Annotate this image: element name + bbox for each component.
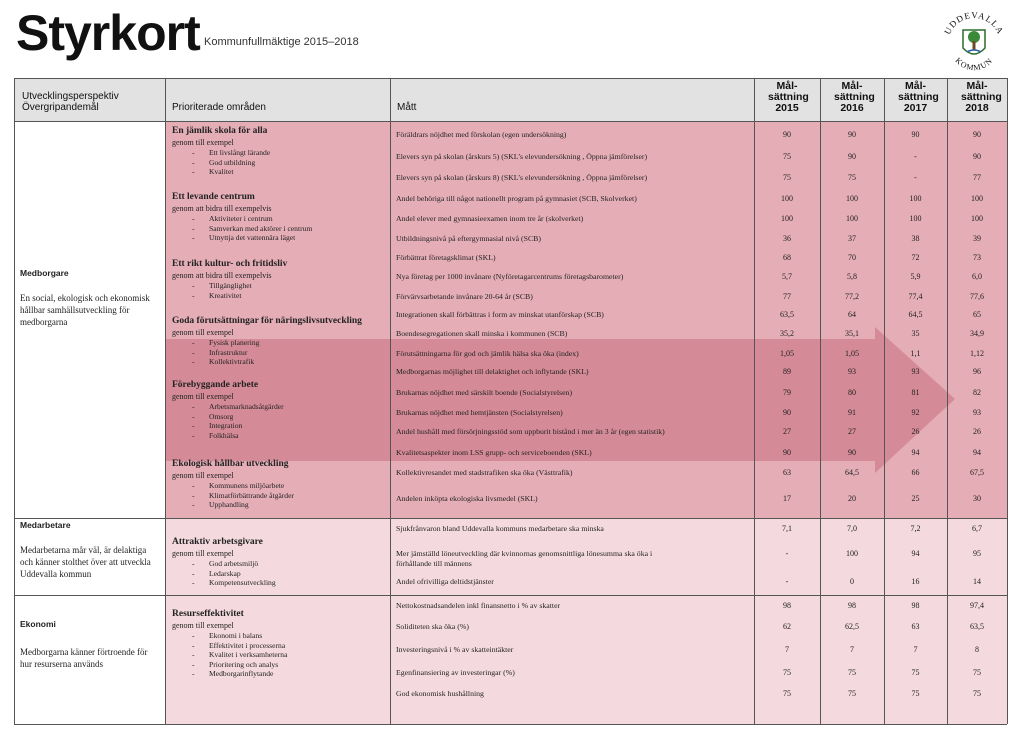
- target-2016-row-26: 75: [848, 689, 856, 698]
- target-2015-row-15: 27: [783, 427, 791, 436]
- target-2018-row-10: 34,9: [970, 329, 984, 338]
- area-4-item: Folkhälsa: [209, 430, 239, 440]
- measure-15: Andel hushåll med försörjningsstöd som uppburit bistånd i mer än 3 år (egen statistik): [396, 427, 665, 436]
- target-2016-row-14: 91: [848, 408, 856, 417]
- target-2017-row-9: 64,5: [908, 310, 923, 319]
- grid-vline: [14, 78, 15, 724]
- area-2-sub: genom att bidra till exempelvis: [172, 271, 272, 280]
- target-2015-row-20: -: [785, 549, 789, 558]
- target-2018-row-14: 93: [973, 408, 981, 417]
- header-y2017-label: Mål-sättning 2017: [898, 80, 939, 114]
- header-areas: [165, 78, 390, 121]
- grid-vline: [390, 78, 391, 724]
- area-3-bullet: -: [192, 338, 195, 347]
- area-6-item: Kompetensutveckling: [209, 578, 276, 588]
- target-2018-row-26: 75: [973, 689, 981, 698]
- target-2015-row-7: 5,7: [782, 272, 792, 281]
- target-2016-row-11: 1,05: [845, 349, 859, 358]
- target-2018-row-20: 95: [973, 549, 981, 558]
- styrkort-table: [14, 78, 1007, 724]
- area-5-item: Klimatförbättrande åtgärder: [209, 490, 294, 500]
- target-2018-row-23: 63,5: [970, 622, 984, 631]
- target-2017-row-11: 1,1: [910, 349, 921, 358]
- target-2015-row-16: 90: [783, 448, 791, 457]
- header-areas-label: Prioriterade områden: [172, 102, 266, 113]
- area-1-bullet: -: [192, 233, 195, 243]
- measure-1: Elevers syn på skolan (årskurs 5) (SKL’s elevundersökning , Öppna jämförelser): [396, 152, 648, 161]
- section-1-name: Medarbetare: [20, 520, 71, 530]
- target-2015-row-23: 62: [783, 622, 791, 631]
- target-2016-row-24: 7: [850, 645, 854, 654]
- grid-hline: [14, 121, 1007, 122]
- target-2017-row-26: 75: [911, 689, 920, 698]
- target-2018-row-11: 1,12: [970, 349, 984, 358]
- target-2018-row-12: 96: [973, 367, 981, 376]
- target-2017-row-2: -: [914, 173, 917, 182]
- area-4-bullet: -: [192, 421, 195, 431]
- target-2017-row-10: 35: [911, 329, 920, 338]
- measure-9: Integrationen skall förbättras i form av minskat utanförskap (SCB): [396, 310, 604, 319]
- target-2015-row-5: 36: [783, 234, 791, 243]
- area-1-item: Aktiviteter i centrum: [209, 214, 273, 223]
- target-2018-row-22: 97,4: [970, 601, 984, 610]
- target-2017-row-25: 75: [911, 668, 920, 677]
- svg-text:KOMMUN: KOMMUN: [953, 55, 995, 73]
- area-7-item: Prioritering och analys: [209, 659, 279, 669]
- section-0-name: Medborgare: [20, 268, 69, 278]
- section-2-desc: Medborgarna känner förtroende för hur resurserna används: [20, 647, 148, 669]
- area-6-bullet: -: [192, 559, 195, 568]
- measure-25: Egenfinansiering av investeringar (%): [396, 668, 515, 677]
- target-2017-row-13: 81: [911, 388, 920, 397]
- target-2018-row-13: 82: [973, 388, 981, 397]
- target-2015-row-17: 63: [783, 468, 791, 477]
- target-2018-row-25: 75: [973, 668, 981, 677]
- target-2016-row-5: 37: [848, 234, 856, 243]
- target-2015-row-3: 100: [781, 194, 793, 203]
- target-2016-row-10: 35,1: [845, 329, 859, 338]
- area-7-item: Ekonomi i balans: [209, 631, 263, 640]
- area-5-bullet: -: [192, 481, 195, 490]
- area-7-item: Effektivitet i processerna: [209, 640, 286, 650]
- grid-vline: [165, 78, 166, 724]
- target-2015-row-4: 100: [781, 214, 793, 223]
- area-7-bullet: -: [192, 631, 195, 640]
- measure-0: Föräldrars nöjdhet med förskolan (egen undersökning): [396, 130, 567, 139]
- target-2016-row-16: 90: [848, 448, 856, 457]
- target-2015-row-0: 90: [783, 130, 791, 139]
- area-4-item: Integration: [209, 421, 243, 431]
- measure-19: Sjukfrånvaron bland Uddevalla kommuns medarbetare ska minska: [396, 524, 604, 533]
- target-2018-row-0: 90: [973, 130, 981, 139]
- grid-hline: [14, 518, 1007, 519]
- area-2-title: Ett rikt kultur- och fritidsliv: [172, 259, 288, 269]
- target-2017-row-15: 26: [911, 427, 920, 436]
- target-2018-row-5: 39: [973, 234, 981, 243]
- uddevalla-logo: [938, 6, 1010, 78]
- measure-21: Andel ofrivilliga deltidstjänster: [396, 577, 494, 586]
- target-2016-row-17: 64,5: [845, 468, 859, 477]
- page-subtitle: Kommunfullmäktige 2015–2018: [204, 36, 359, 48]
- target-2016-row-8: 77,2: [845, 292, 859, 301]
- target-2015-row-6: 68: [783, 253, 791, 262]
- target-2017-row-4: 100: [909, 214, 922, 223]
- area-7-bullet: -: [192, 659, 195, 669]
- header-y2016: [820, 78, 884, 121]
- area-3-bullet: -: [192, 347, 195, 357]
- measure-11: Förutsättningarna för god och jämlik hälsa ska öka (index): [396, 349, 579, 358]
- target-2017-row-16: 94: [911, 448, 920, 457]
- target-2015-row-21: -: [785, 577, 789, 586]
- measure-17: Kollektivresandet med stadstrafiken ska öka (Västtrafik): [396, 468, 573, 477]
- area-6-title: Attraktiv arbetsgivare: [172, 537, 263, 547]
- measure-14: Brukarnas nöjdhet med hemtjänsten (Socialstyrelsen): [396, 408, 563, 417]
- target-2016-row-25: 75: [848, 668, 856, 677]
- target-2016-row-13: 80: [848, 388, 856, 397]
- area-1-bullet: -: [192, 223, 195, 233]
- target-2016-row-0: 90: [848, 130, 856, 139]
- header-y2016-label: Mål-sättning 2016: [834, 80, 875, 114]
- area-4-bullet: -: [192, 430, 195, 440]
- target-2016-row-20: 100: [846, 549, 858, 558]
- area-5-title: Ekologisk hållbar utveckling: [172, 459, 289, 469]
- target-2017-row-21: 16: [911, 577, 920, 586]
- grid-hline: [14, 724, 1007, 725]
- area-7-bullet: -: [192, 640, 195, 650]
- target-2018-row-4: 100: [971, 214, 983, 223]
- area-0-bullet: -: [192, 157, 195, 167]
- target-2016-row-7: 5,8: [847, 272, 857, 281]
- header-y2017: [884, 78, 947, 121]
- target-2017-row-19: 7,2: [910, 524, 921, 533]
- target-2015-row-1: 75: [783, 152, 791, 161]
- target-2016-row-22: 98: [848, 601, 856, 610]
- measure-20-cont: förhållande till männens: [396, 559, 472, 568]
- area-6-item: God arbetsmiljö: [209, 559, 259, 568]
- area-4-sub: genom till exempel: [172, 392, 234, 401]
- target-2016-row-18: 20: [848, 494, 856, 503]
- target-2016-row-15: 27: [848, 427, 856, 436]
- grid-hline: [14, 595, 1007, 596]
- target-2015-row-10: 35,2: [780, 329, 794, 338]
- target-2016-row-19: 7,0: [847, 524, 857, 533]
- measure-18: Andelen inköpta ekologiska livsmedel (SKL): [396, 494, 538, 503]
- page-title: Styrkort: [16, 5, 200, 61]
- header-perspective: [14, 78, 165, 121]
- area-6-sub: genom till exempel: [172, 549, 234, 558]
- area-7-sub: genom till exempel: [172, 621, 234, 630]
- target-2015-row-24: 7: [785, 645, 789, 654]
- target-2016-row-6: 70: [848, 253, 856, 262]
- target-2016-row-23: 62,5: [845, 622, 859, 631]
- measure-23: Soliditeten ska öka (%): [396, 622, 469, 631]
- measure-20: Mer jämställd löneutveckling där kvinnornas genomsnittliga lönesumma ska öka i: [396, 549, 653, 558]
- target-2015-row-26: 75: [783, 689, 791, 698]
- area-7-item: Medborgarinflytande: [209, 669, 274, 679]
- header-y2015-label: Mål-sättning 2015: [768, 80, 809, 114]
- target-2018-row-1: 90: [973, 152, 981, 161]
- target-2017-row-22: 98: [911, 601, 920, 610]
- target-2017-row-8: 77,4: [908, 292, 923, 301]
- area-2-bullet: -: [192, 290, 195, 300]
- area-2-item: Tillgänglighet: [209, 281, 252, 290]
- area-6-bullet: -: [192, 578, 195, 588]
- area-1-item: Samverkan med aktörer i centrum: [209, 223, 313, 233]
- target-2016-row-12: 93: [848, 367, 856, 376]
- area-5-bullet: -: [192, 490, 195, 500]
- target-2017-row-18: 25: [911, 494, 920, 503]
- measure-22: Nettokostnadsandelen inkl finansnetto i % av skatter: [396, 601, 561, 610]
- target-2018-row-3: 100: [971, 194, 983, 203]
- target-2015-row-11: 1,05: [780, 349, 794, 358]
- measure-26: God ekonomisk hushållning: [396, 689, 484, 698]
- target-2017-row-7: 5,9: [910, 272, 921, 281]
- measure-7: Nya företag per 1000 invånare (Nyföretagarcentrums företagsbarometer): [396, 272, 624, 281]
- target-2018-row-8: 77,6: [970, 292, 984, 301]
- measure-12: Medborgarnas möjlighet till delaktighet och inflytande (SKL): [396, 367, 589, 376]
- measure-5: Utbildningsnivå på eftergymnasial nivå (SCB): [396, 234, 541, 243]
- target-2017-row-6: 72: [911, 253, 920, 262]
- target-2018-row-15: 26: [973, 427, 981, 436]
- target-2018-row-17: 67,5: [970, 468, 984, 477]
- target-2016-row-3: 100: [846, 194, 858, 203]
- area-1-title: Ett levande centrum: [172, 192, 255, 202]
- area-7-item: Kvalitet i verksamheterna: [209, 650, 288, 660]
- target-2015-row-25: 75: [783, 668, 791, 677]
- section-1-desc: Medarbetarna mår väl, är delaktiga och känner stolthet över att utveckla Uddevalla kommun: [20, 545, 151, 579]
- area-0-item: God utbildning: [209, 157, 256, 167]
- target-2015-row-13: 79: [783, 388, 791, 397]
- header-y2018: [947, 78, 1007, 121]
- area-5-item: Kommunens miljöarbete: [209, 481, 285, 490]
- measure-8: Förvärvsarbetande invånare 20-64 år (SCB): [396, 292, 533, 301]
- target-2015-row-9: 63,5: [780, 310, 794, 319]
- header-measure: [390, 78, 754, 121]
- target-2015-row-12: 89: [783, 367, 791, 376]
- area-4-title: Förebyggande arbete: [172, 380, 259, 390]
- target-2017-row-23: 63: [911, 622, 920, 631]
- target-2017-row-14: 92: [911, 408, 920, 417]
- target-2018-row-24: 8: [975, 645, 979, 654]
- measure-6: Förbättrat företagsklimat (SKL): [396, 253, 496, 262]
- area-3-title: Goda förutsättningar för näringslivsutveckling: [172, 316, 362, 326]
- target-2017-row-1: -: [914, 152, 917, 161]
- section-2-content-bg: [165, 595, 1007, 724]
- target-2017-row-3: 100: [909, 194, 922, 203]
- area-3-item: Kollektivtrafik: [209, 357, 255, 367]
- area-5-item: Upphandling: [209, 500, 249, 510]
- target-2016-row-4: 100: [846, 214, 858, 223]
- header-perspective-label: Utvecklingsperspektiv Övergripandemål: [22, 91, 119, 113]
- area-7-bullet: -: [192, 669, 195, 679]
- measure-10: Boendesegregationen skall minska i kommunen (SCB): [396, 329, 568, 338]
- area-3-item: Fysisk planering: [209, 338, 260, 347]
- target-2017-row-0: 90: [911, 130, 920, 139]
- area-2-bullet: -: [192, 281, 195, 290]
- target-2018-row-18: 30: [973, 494, 981, 503]
- target-2015-row-19: 7,1: [782, 524, 792, 533]
- target-2015-row-8: 77: [783, 292, 791, 301]
- target-2016-row-2: 75: [848, 173, 856, 182]
- measure-4: Andel elever med gymnasieexamen inom tre år (skolverket): [396, 214, 584, 223]
- area-6-item: Ledarskap: [209, 568, 241, 578]
- area-0-item: Ett livslångt lärande: [209, 148, 271, 157]
- target-2017-row-20: 94: [911, 549, 920, 558]
- target-2018-row-7: 6,0: [972, 272, 982, 281]
- measure-2: Elevers syn på skolan (årskurs 8) (SKL’s elevundersökning , Öppna jämförelser): [396, 173, 648, 182]
- area-2-item: Kreativitet: [209, 290, 242, 300]
- area-0-bullet: -: [192, 148, 195, 157]
- area-3-sub: genom till exempel: [172, 328, 234, 337]
- target-2018-row-19: 6,7: [972, 524, 982, 533]
- measure-13: Brukarnas nöjdhet med särskilt boende (Socialstyrelsen): [396, 388, 573, 397]
- target-2018-row-16: 94: [973, 448, 981, 457]
- target-2018-row-2: 77: [973, 173, 981, 182]
- measure-16: Kvalitetsaspekter inom LSS grupp- och serviceboenden (SKL): [396, 448, 592, 457]
- area-1-sub: genom att bidra till exempelvis: [172, 204, 272, 213]
- area-6-bullet: -: [192, 568, 195, 578]
- section-2-name: Ekonomi: [20, 619, 56, 629]
- target-2017-row-5: 38: [911, 234, 920, 243]
- measure-3: Andel behöriga till något nationellt program på gymnasiet (SCB, Skolverket): [396, 194, 637, 203]
- area-0-item: Kvalitet: [209, 167, 234, 177]
- target-2018-row-21: 14: [973, 577, 981, 586]
- header-y2015: [754, 78, 820, 121]
- target-2015-row-14: 90: [783, 408, 791, 417]
- area-1-bullet: -: [192, 214, 195, 223]
- area-0-bullet: -: [192, 167, 195, 177]
- svg-text:UDDEVALLA: UDDEVALLA: [942, 9, 1006, 37]
- area-4-item: Omsorg: [209, 411, 234, 421]
- area-3-item: Infrastruktur: [209, 347, 248, 357]
- header-y2018-label: Mål-sättning 2018: [961, 80, 1002, 114]
- target-2017-row-12: 93: [911, 367, 920, 376]
- area-5-sub: genom till exempel: [172, 471, 234, 480]
- area-7-bullet: -: [192, 650, 195, 660]
- target-2018-row-6: 73: [973, 253, 981, 262]
- target-2016-row-9: 64: [848, 310, 856, 319]
- area-0-title: En jämlik skola för alla: [172, 126, 268, 136]
- header-measure-label: Mått: [397, 102, 417, 113]
- target-2015-row-22: 98: [783, 601, 791, 610]
- target-2016-row-21: 0: [850, 577, 854, 586]
- target-2018-row-9: 65: [973, 310, 981, 319]
- area-0-sub: genom till exempel: [172, 138, 234, 147]
- target-2016-row-1: 90: [848, 152, 856, 161]
- area-3-bullet: -: [192, 357, 195, 367]
- target-2015-row-18: 17: [783, 494, 791, 503]
- measure-24: Investeringsnivå i % av skatteintäkter: [396, 645, 514, 654]
- area-7-title: Resurseffektivitet: [172, 609, 244, 619]
- area-1-item: Utnyttja det vattennära läget: [209, 233, 296, 243]
- target-2017-row-24: 7: [913, 645, 918, 654]
- section-0-desc: En social, ekologisk och ekonomisk hållbar samhällsutveckling för medborgarna: [20, 293, 150, 327]
- target-2015-row-2: 75: [783, 173, 791, 182]
- area-4-item: Arbetsmarknadsåtgärder: [209, 402, 284, 411]
- area-5-bullet: -: [192, 500, 195, 510]
- area-4-bullet: -: [192, 402, 195, 411]
- target-2017-row-17: 66: [911, 468, 920, 477]
- grid-hline: [14, 78, 1007, 79]
- area-4-bullet: -: [192, 411, 195, 421]
